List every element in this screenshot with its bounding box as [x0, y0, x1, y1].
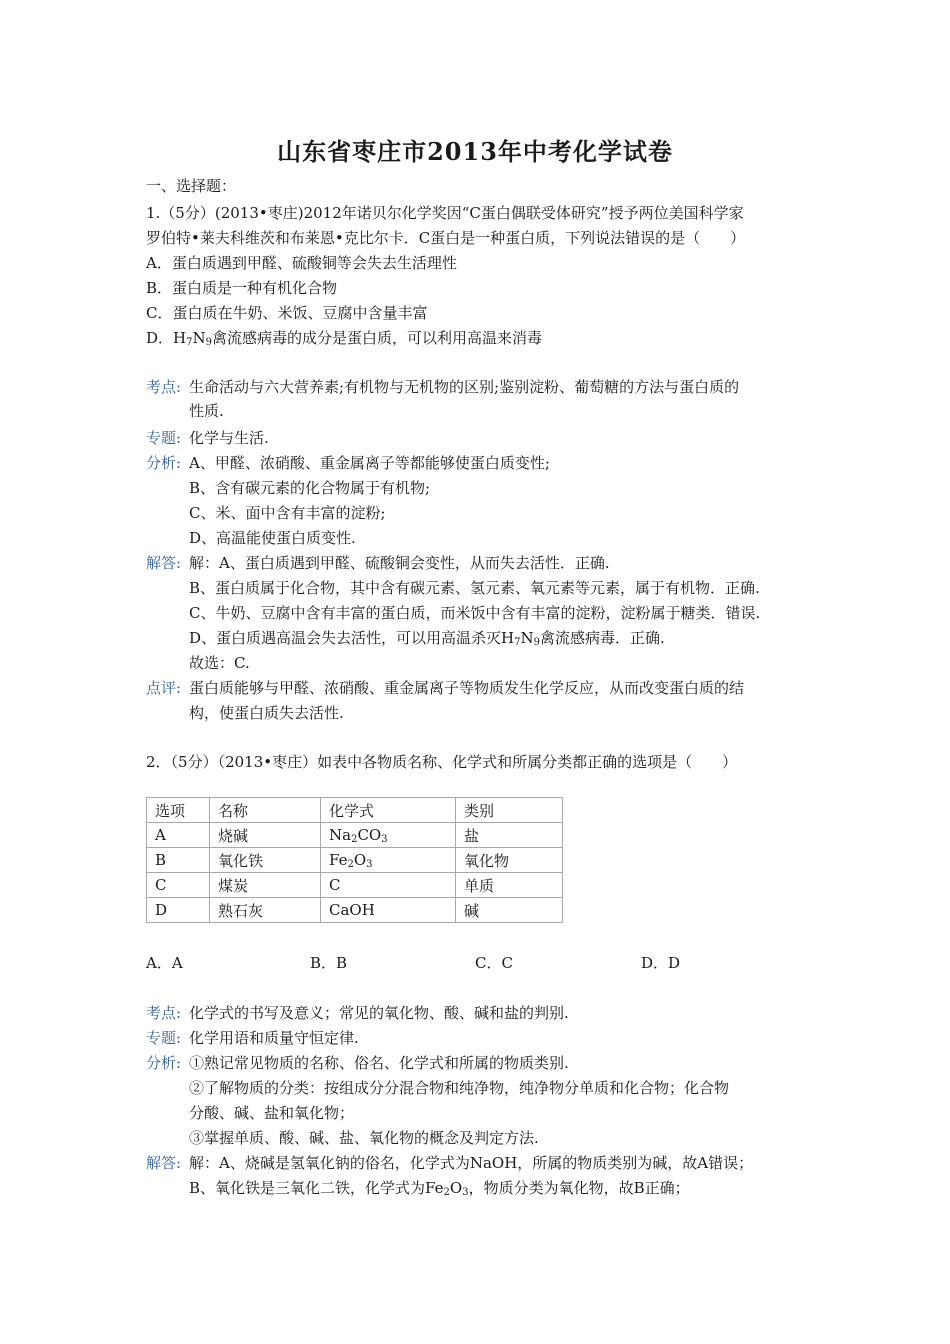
page-title: 山东省枣庄市2013年中考化学试卷 — [277, 137, 673, 166]
table-header-cell: 类别 — [456, 798, 563, 823]
table-cell: CaOH — [321, 898, 456, 923]
q1-option-a: A．蛋白质遇到甲醛、硫酸铜等会失去生活理性 — [146, 254, 457, 272]
q2-option-b: B．B — [310, 954, 348, 972]
q2-fenxi-line2: ②了解物质的分类：按组成分分混合物和纯净物，纯净物分单质和化合物；化合物 — [189, 1079, 730, 1097]
q2-zhuanti-label: 专题: — [146, 1029, 182, 1047]
q1-jieda-line2: B、蛋白质属于化合物，其中含有碳元素、氢元素、氧元素等元素，属于有机物．正确. — [189, 579, 760, 597]
q1-jieda-line4: D、蛋白质遇高温会失去活性，可以用高温杀灭$H_7N_9$禽流感病毒．正确. — [189, 629, 665, 648]
table-cell: 盐 — [456, 823, 563, 848]
q2-option-d: D．D — [641, 954, 681, 972]
q2-option-c: C．C — [475, 954, 513, 972]
table-header-cell: 化学式 — [321, 798, 456, 823]
q1-zhuanti-label: 专题: — [146, 429, 182, 447]
q2-jieda-line2: B、氧化铁是三氧化二铁，化学式为$Fe_2O_3$，物质分类为氧化物，故B正确； — [189, 1179, 690, 1198]
q1-fenxi-line3: C、米、面中含有丰富的淀粉; — [189, 504, 386, 522]
table-cell: 氧化铁 — [210, 848, 321, 873]
table-cell: 碱 — [456, 898, 563, 923]
table-row — [147, 823, 563, 848]
q1-option-b: B．蛋白质是一种有机化合物 — [146, 279, 338, 297]
q1-option-c: C．蛋白质在牛奶、米饭、豆腐中含量丰富 — [146, 304, 428, 322]
q2-jieda-line1: 解：A、烧碱是氢氧化钠的俗名，化学式为NaOH，所属的物质类别为碱，故A错误； — [189, 1154, 754, 1172]
q1-kaodian-line1: 生命活动与六大营养素;有机物与无机物的区别;鉴别淀粉、葡萄糖的方法与蛋白质的 — [189, 378, 740, 396]
q1-zhuanti: 化学与生活. — [189, 429, 269, 447]
q2-jieda-label: 解答: — [146, 1154, 182, 1172]
q2-fenxi-line3: 分酸、碱、盐和氧化物； — [189, 1104, 355, 1122]
table-cell: 单质 — [456, 873, 563, 898]
q2-fenxi-line4: ③掌握单质、酸、碱、盐、氧化物的概念及判定方法. — [189, 1129, 539, 1147]
q2-stem: 2．（5分）（2013•枣庄）如表中各物质名称、化学式和所属分类都正确的选项是（ ） — [146, 753, 738, 771]
q1-stem-line2: 罗伯特•莱夫科维茨和布莱恩•克比尔卡．C蛋白是一种蛋白质，下列说法错误的是（ ） — [146, 229, 746, 247]
table-cell: B — [147, 848, 210, 873]
q1-jieda-line5: 故选：C. — [189, 654, 250, 672]
q1-option-d: D．$H_7N_9$禽流感病毒的成分是蛋白质，可以利用高温来消毒 — [146, 329, 542, 348]
table-cell: C — [147, 873, 210, 898]
q1-kaodian-label: 考点: — [146, 378, 182, 396]
table-cell-formula: $Na_2CO_3$ — [321, 823, 456, 848]
table-cell: C — [321, 873, 456, 898]
table-cell: 煤炭 — [210, 873, 321, 898]
q1-jieda-label: 解答: — [146, 554, 182, 572]
q2-fenxi-label: 分析: — [146, 1054, 182, 1072]
q1-kaodian-line2: 性质. — [189, 402, 224, 420]
table-cell: A — [147, 823, 210, 848]
table-cell: D — [147, 898, 210, 923]
table-cell: 氧化物 — [456, 848, 563, 873]
q1-fenxi-line4: D、高温能使蛋白质变性. — [189, 529, 356, 547]
table-header-row — [147, 798, 563, 823]
table-header-cell: 名称 — [210, 798, 321, 823]
q1-stem-line1: 1.（5分）(2013•枣庄)2012年诺贝尔化学奖因“C蛋白偶联受体研究”授予两位美国科学家 — [146, 204, 744, 222]
q1-jieda-line3: C、牛奶、豆腐中含有丰富的蛋白质，而米饭中含有丰富的淀粉，淀粉属于糖类．错误. — [189, 604, 761, 622]
table-row — [147, 898, 563, 923]
q2-option-a: A．A — [146, 954, 183, 972]
q2-zhuanti: 化学用语和质量守恒定律. — [189, 1029, 359, 1047]
q1-fenxi-label: 分析: — [146, 454, 182, 472]
section-heading: 一、选择题： — [146, 177, 237, 195]
table-header-cell: 选项 — [147, 798, 210, 823]
q2-kaodian: 化学式的书写及意义；常见的氧化物、酸、碱和盐的判别. — [189, 1004, 569, 1022]
table-row — [147, 848, 563, 873]
q2-kaodian-label: 考点: — [146, 1004, 182, 1022]
q1-dianping-label: 点评: — [146, 679, 182, 697]
table-cell-formula: $Fe_2O_3$ — [321, 848, 456, 873]
q1-fenxi-line2: B、含有碳元素的化合物属于有机物; — [189, 479, 431, 497]
q1-dianping-line2: 构，使蛋白质失去活性. — [189, 704, 344, 722]
table-row — [147, 873, 563, 898]
table-cell: 烧碱 — [210, 823, 321, 848]
q2-table — [146, 797, 563, 923]
q1-jieda-line1: 解：A、蛋白质遇到甲醛、硫酸铜会变性，从而失去活性．正确. — [189, 554, 610, 572]
q1-fenxi-line1: A、甲醛、浓硝酸、重金属离子等都能够使蛋白质变性; — [189, 454, 550, 472]
q2-fenxi-line1: ①熟记常见物质的名称、俗名、化学式和所属的物质类别. — [189, 1054, 569, 1072]
q1-dianping-line1: 蛋白质能够与甲醛、浓硝酸、重金属离子等物质发生化学反应，从而改变蛋白质的结 — [189, 679, 745, 697]
table-cell: 熟石灰 — [210, 898, 321, 923]
